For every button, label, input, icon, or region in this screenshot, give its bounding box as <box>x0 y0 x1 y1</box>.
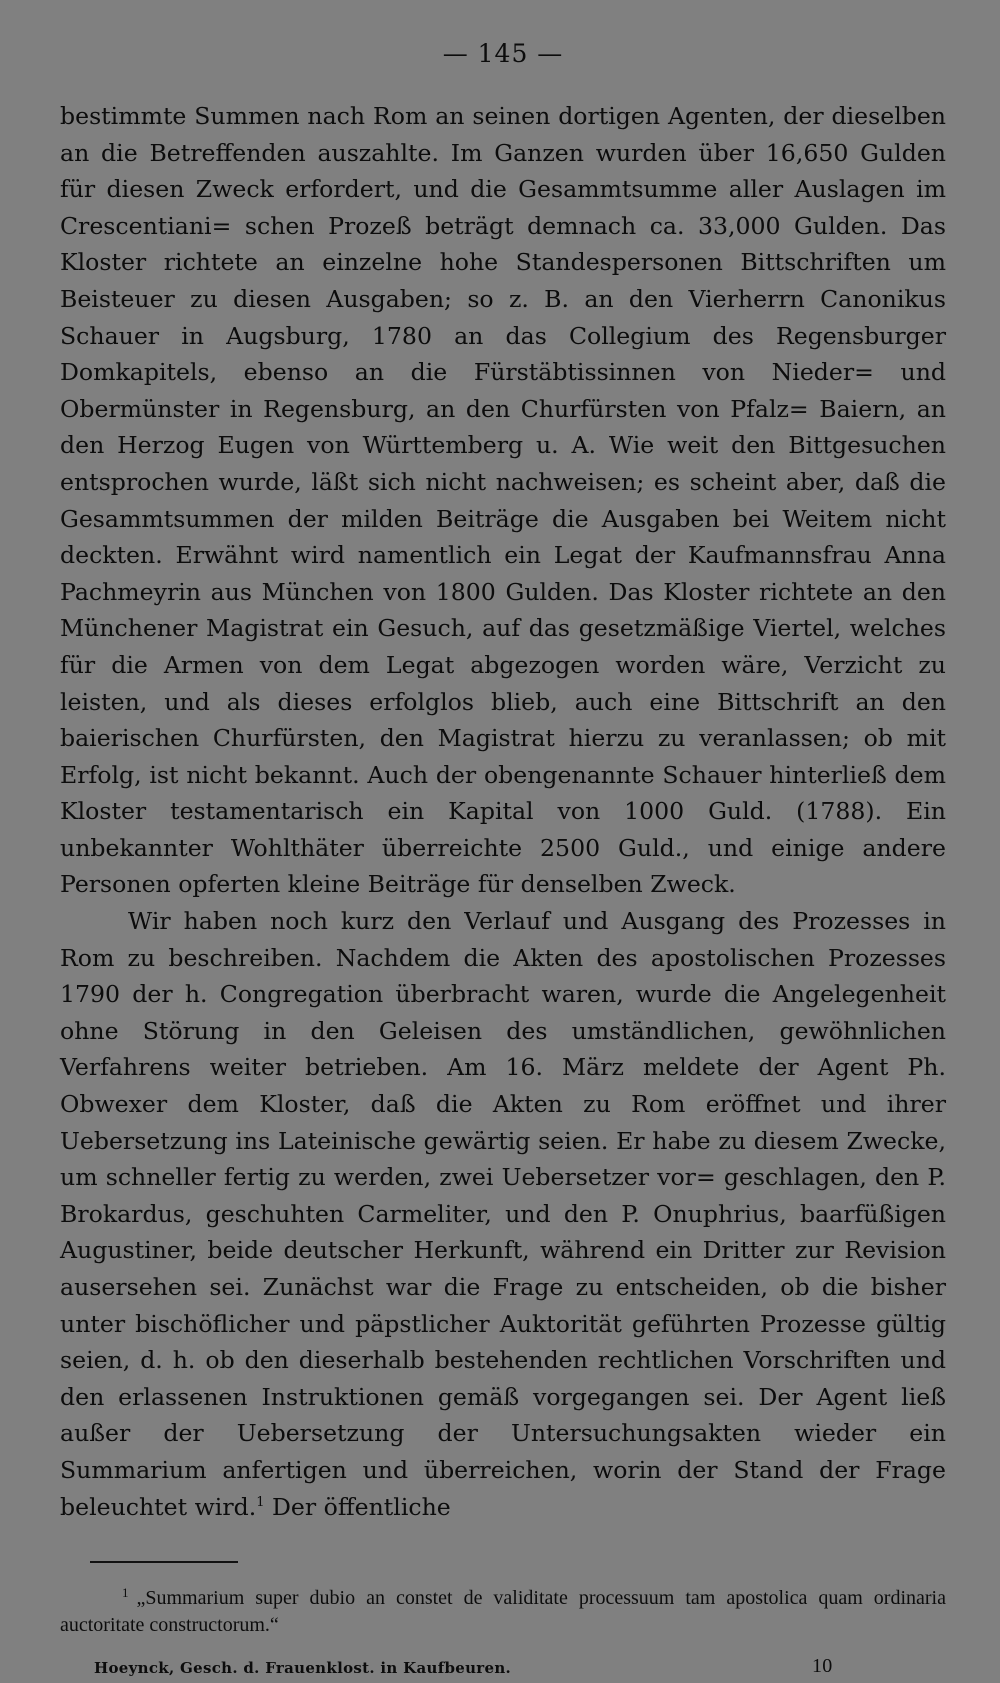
body-text <box>60 98 946 1525</box>
paragraph-2 <box>60 903 946 1525</box>
footnote-reference[interactable]: 1 <box>256 1494 265 1510</box>
page-number: — 145 — <box>442 39 564 68</box>
footnote <box>60 1585 946 1639</box>
signature-line <box>60 1653 946 1683</box>
footnote-text: „Summarium super dubio an constet de validitate processuum tam apostolica quam ordinaria auctoritate constructorum.“ <box>60 1587 946 1637</box>
footnote-divider <box>90 1561 238 1563</box>
printer-signature: Hoeynck, Gesch. d. Frauenklost. in Kaufbeuren. <box>94 1659 512 1678</box>
footnote-number: 1 <box>122 1584 129 1600</box>
sheet-number: 10 <box>812 1655 833 1678</box>
paragraph-1: bestimmte Summen nach Rom an seinen dortigen Agenten, der dieselben an die Betreffenden auszahlte. Im Ganzen wurden über 16,650 Gulden für diesen Zweck erfordert, und die Gesammtsumme aller Auslagen im Crescentiani= schen Prozeß beträgt demnach ca. 33,000 Gulden. Das Kloster richtete an einzelne hohe Standespersonen Bittschriften um Beisteuer zu diesen Ausgaben; so z. B. an den Vierherrn Canonikus Schauer in Augsburg, 1780 an das Collegium des Regensburger Domkapitels, ebenso an die Fürstäbtissinnen von Nieder= und Obermünster in Regensburg, an den Churfürsten von Pfalz= Baiern, an den Herzog Eugen von Württemberg u. A. Wie weit den Bittgesuchen entsprochen wurde, läßt sich nicht nachweisen; es scheint aber, daß die Gesammtsummen der milden Beiträge die Ausgaben bei Weitem nicht deckten. Erwähnt wird namentlich ein Legat der Kaufmannsfrau Anna Pachmeyrin aus München von 1800 Gulden. Das Kloster richtete an den Münchener Magistrat ein Gesuch, auf das gesetzmäßige Viertel, welches für die Armen von dem Legat abgezogen worden wäre, Verzicht zu leisten, und als dieses erfolglos blieb, auch eine Bittschrift an den baierischen Churfürsten, den Magistrat hierzu zu veranlassen; ob mit Erfolg, ist nicht bekannt. Auch der obengenannte Schauer hinterließ dem Kloster testamentarisch ein Kapital von 1000 Guld. (1788). Ein unbekannter Wohlthäter überreichte 2500 Guld., und einige andere Personen opferten kleine Beiträge für denselben Zweck. <box>60 102 946 899</box>
page-header <box>60 30 946 78</box>
paragraph-2-main: Wir haben noch kurz den Verlauf und Ausgang des Prozesses in Rom zu beschreiben. Nachdem die Akten des apostolischen Prozesses 1790 der h. Congregation überbracht waren, wurde die Angelegenheit ohne Störung in den Geleisen des umständlichen, gewöhnlichen Verfahrens weiter betrieben. Am 16. März meldete der Agent Ph. Obwexer dem Kloster, daß die Akten zu Rom eröffnet und ihrer Uebersetzung ins Lateinische gewärtig seien. Er habe zu diesem Zwecke, um schneller fertig zu werden, zwei Uebersetzer vor= geschlagen, den P. Brokardus, geschuhten Carmeliter, und den P. Onuphrius, baarfüßigen Augustiner, beide deutscher Herkunft, während ein Dritter zur Revision ausersehen sei. Zunächst war die Frage zu entscheiden, ob die bisher unter bischöflicher und päpstlicher Auktorität geführten Prozesse gültig seien, d. h. ob den dieserhalb bestehenden rechtlichen Vorschriften und den erlassenen Instruktionen gemäß vorgegangen sei. Der Agent ließ außer der Uebersetzung der Untersuchungsakten wieder ein Summarium anfertigen und überreichen, worin der Stand der Frage beleuchtet wird. <box>60 907 946 1521</box>
paragraph-2-tail: Der öffentliche <box>264 1492 451 1521</box>
